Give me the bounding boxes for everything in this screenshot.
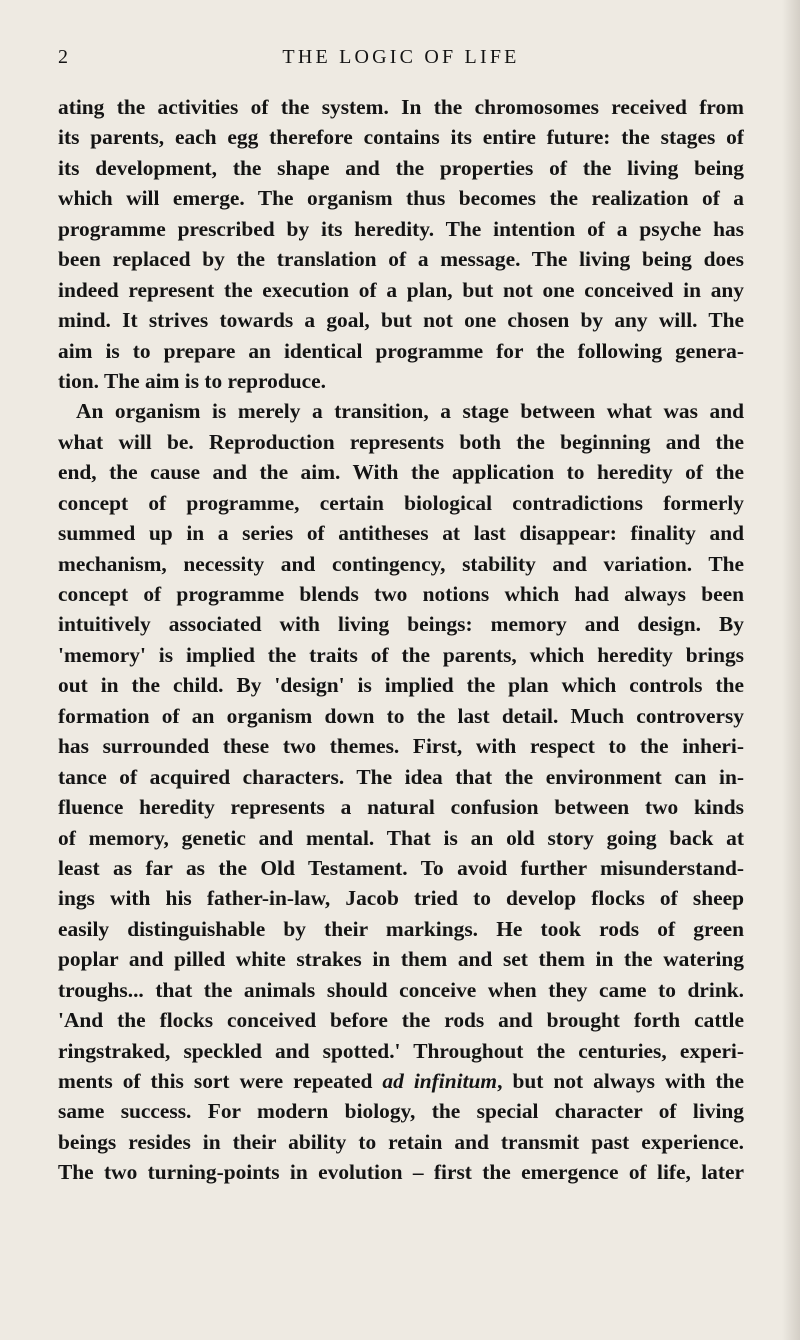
text-line: its parents, each egg therefore contains its entire future: the stages of xyxy=(58,125,744,150)
text-line: 'memory' is implied the traits of the parents, which heredity brings xyxy=(58,642,744,667)
text-line: of memory, genetic and mental. That is an old story going back at xyxy=(58,825,744,850)
text-line: what will be. Reproduction represents both the beginning and the xyxy=(58,429,744,454)
text-line: tance of acquired characters. The idea that the environment can in- xyxy=(58,764,744,789)
text-line: concept of programme blends two notions which had always been xyxy=(58,582,744,606)
text-line: out in the child. By 'design' is implied the plan which controls the xyxy=(58,673,744,698)
text-line: ings with his father-in-law, Jacob tried to develop flocks of sheep xyxy=(58,886,744,911)
text-segment: , but not always with the xyxy=(497,1069,744,1093)
text-line-with-italic xyxy=(58,1066,744,1096)
text-line: mechanism, necessity and contingency, stability and variation. The xyxy=(58,551,744,576)
page-number: 2 xyxy=(58,46,69,68)
body-text xyxy=(58,92,744,1188)
text-line: fluence heredity represents a natural confusion between two kinds xyxy=(58,795,744,820)
italic-phrase: ad infinitum xyxy=(382,1069,498,1093)
text-line: same success. For modern biology, the special character of living xyxy=(58,1099,744,1124)
text-line: its development, the shape and the properties of the living being xyxy=(58,155,744,180)
text-line: least as far as the Old Testament. To avoid further misunderstand- xyxy=(58,855,744,880)
text-line: has surrounded these two themes. First, with respect to the inheri- xyxy=(58,734,744,759)
text-line: summed up in a series of antitheses at last disappear: finality and xyxy=(58,521,744,546)
text-line: tion. The aim is to reproduce. xyxy=(58,368,326,393)
text-line: The two turning-points in evolution – first the emergence of life, later xyxy=(58,1160,744,1185)
running-head xyxy=(58,46,744,76)
text-segment: ments of this sort were repeated xyxy=(58,1069,383,1093)
text-line: easily distinguishable by their markings. He took rods of green xyxy=(58,916,744,941)
text-line: concept of programme, certain biological contradictions formerly xyxy=(58,490,744,515)
text-line: indeed represent the execution of a plan, but not one conceived in any xyxy=(58,277,744,302)
book-title: THE LOGIC OF LIFE xyxy=(282,46,520,68)
text-line: end, the cause and the aim. With the application to heredity of the xyxy=(58,460,744,485)
page-edge-shadow xyxy=(782,0,800,1340)
text-line: beings resides in their ability to retain and transmit past experience. xyxy=(58,1129,744,1154)
text-line: ating the activities of the system. In the chromosomes received from xyxy=(58,95,744,119)
text-line: formation of an organism down to the last detail. Much controversy xyxy=(58,703,744,728)
text-line: troughs... that the animals should conceive when they came to drink. xyxy=(58,977,744,1002)
text-line: mind. It strives towards a goal, but not one chosen by any will. The xyxy=(58,308,744,333)
text-line: aim is to prepare an identical programme for the following genera- xyxy=(58,338,744,363)
text-line: An organism is merely a transition, a stage between what was and xyxy=(76,399,744,424)
text-line: which will emerge. The organism thus becomes the realization of a xyxy=(58,186,744,211)
text-line: 'And the flocks conceived before the rods and brought forth cattle xyxy=(58,1008,744,1033)
text-line: poplar and pilled white strakes in them and set them in the watering xyxy=(58,947,744,972)
text-line: intuitively associated with living beings: memory and design. By xyxy=(58,612,744,637)
text-line: been replaced by the translation of a message. The living being does xyxy=(58,247,744,272)
text-line: ringstraked, speckled and spotted.' Throughout the centuries, experi- xyxy=(58,1038,744,1063)
text-line: programme prescribed by its heredity. The intention of a psyche has xyxy=(58,216,744,241)
